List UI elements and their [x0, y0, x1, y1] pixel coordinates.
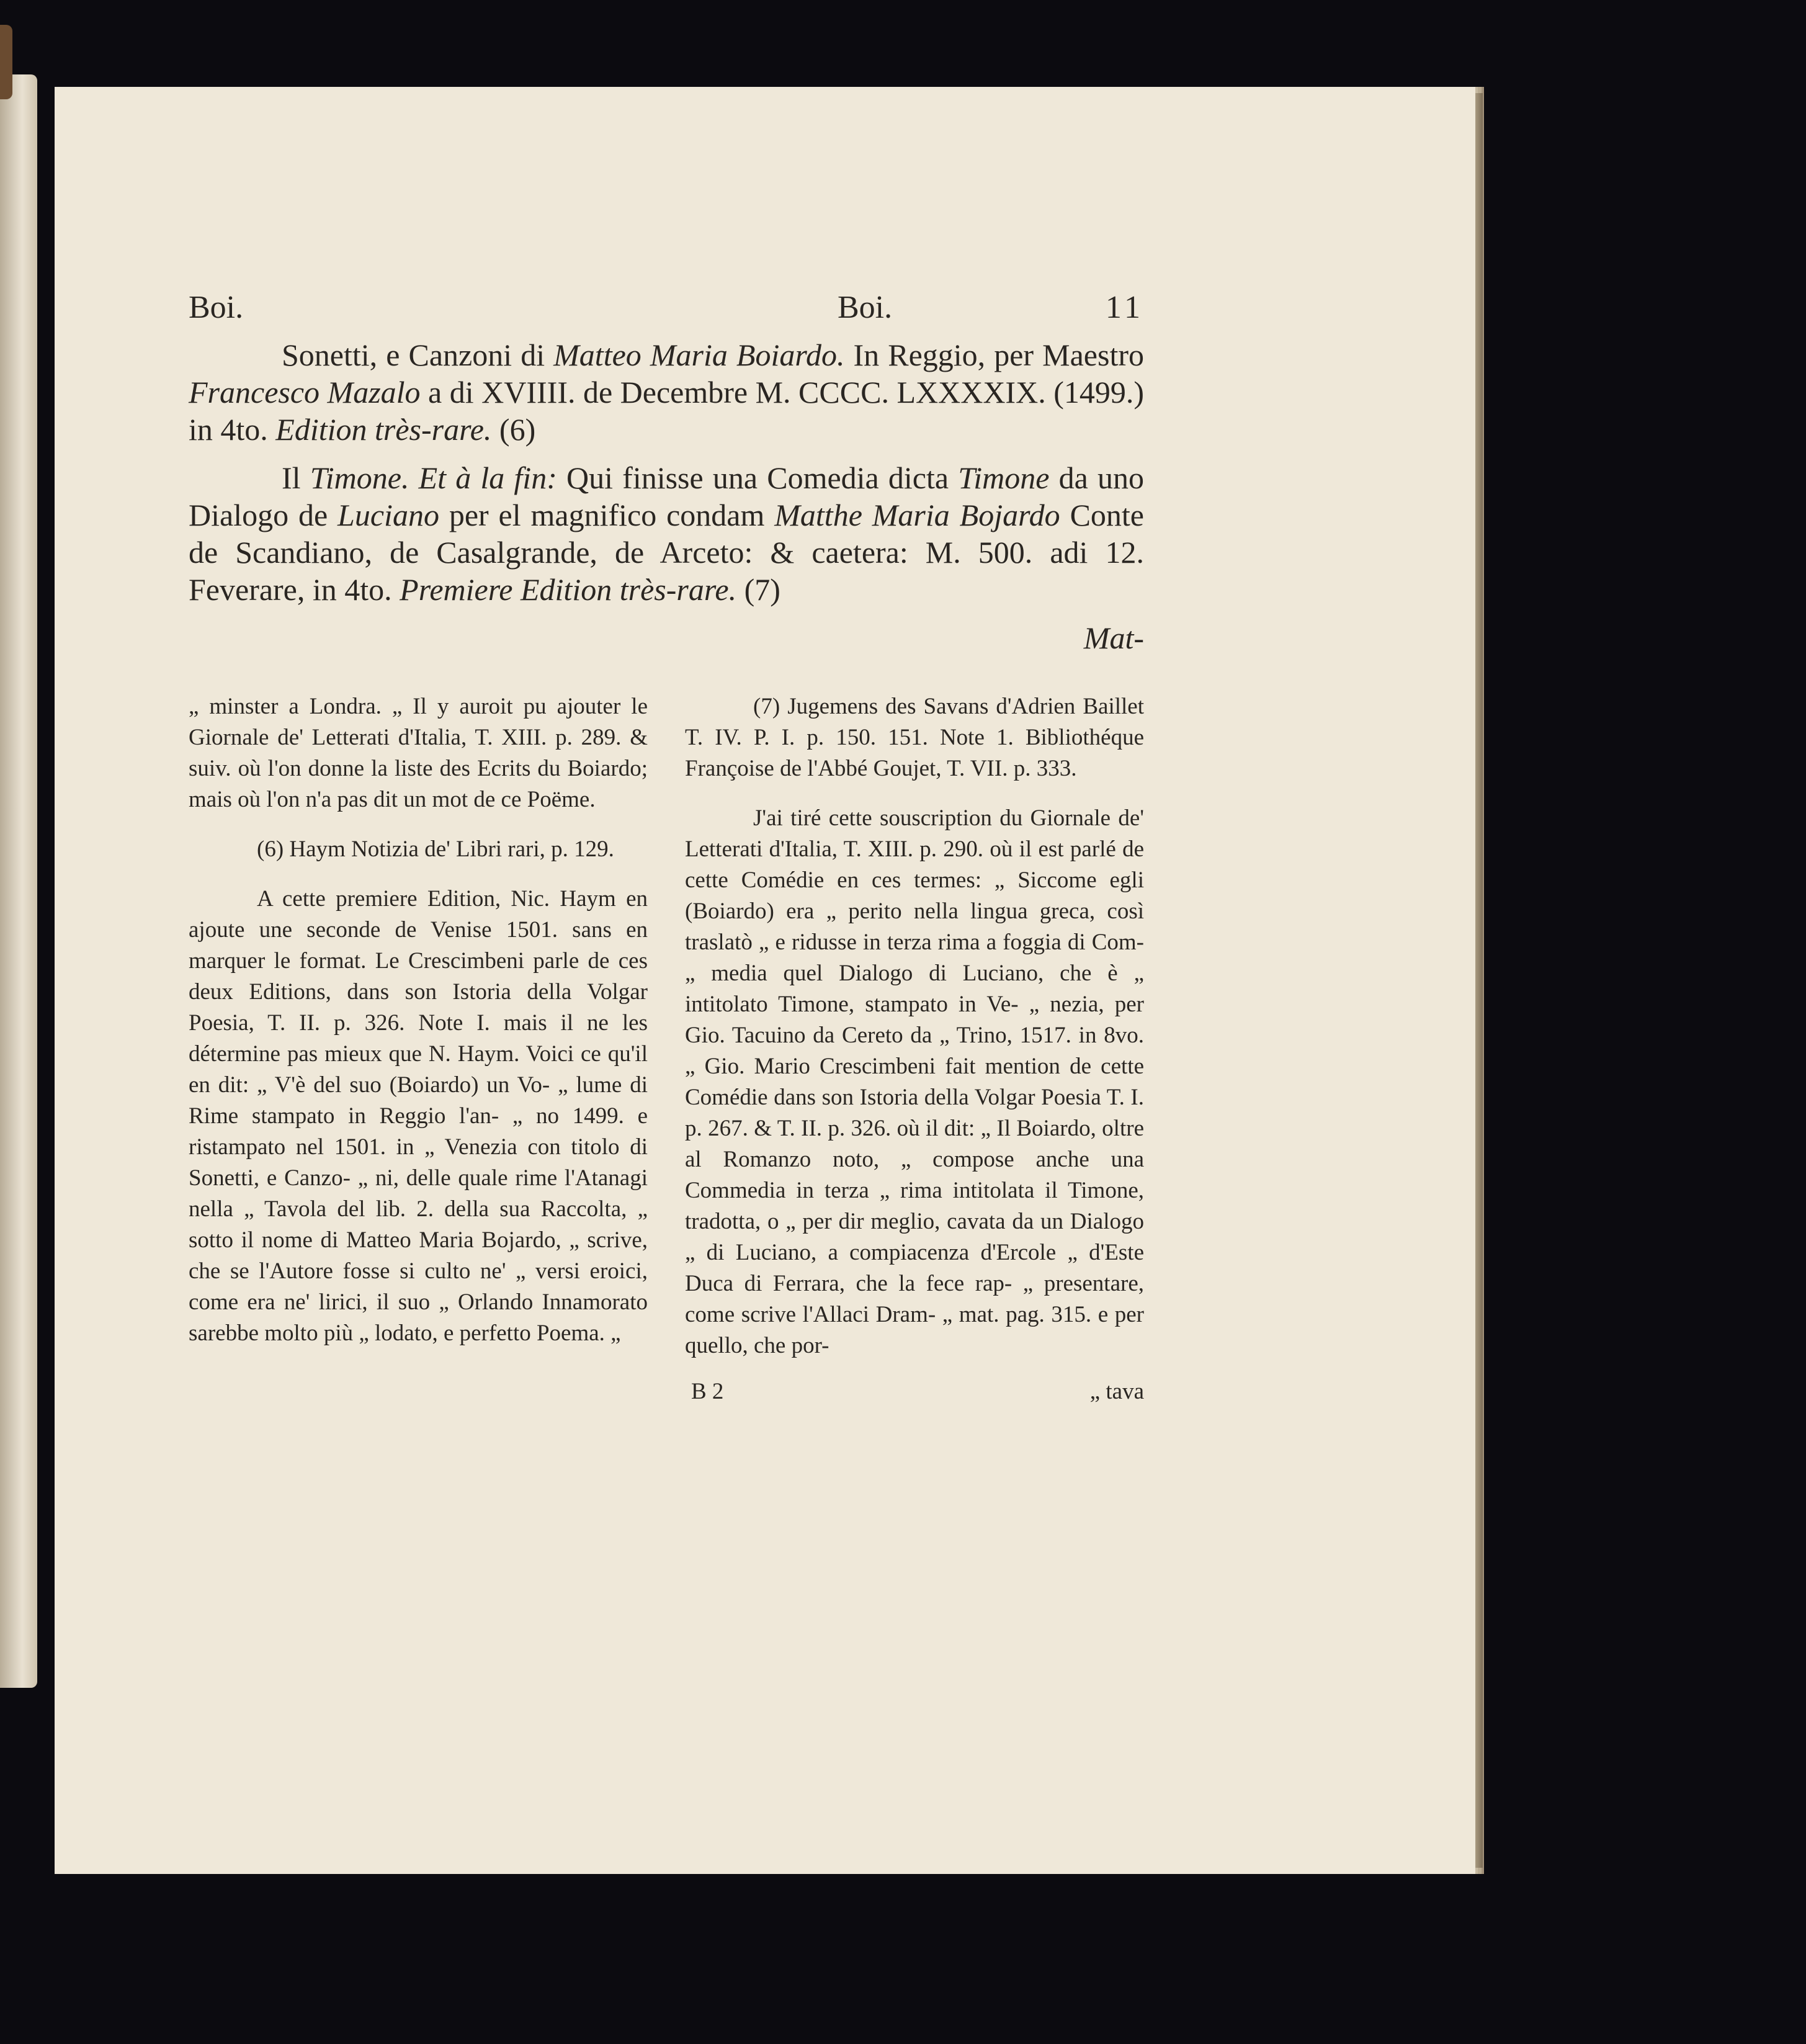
note-6: (6) Haym Notizia de' Libri rari, p. 129. [257, 836, 614, 862]
binding-edge [0, 25, 12, 99]
header-center: Boi. [838, 290, 893, 325]
note-7-commentary: J'ai tiré cette souscription du Giornale de' Letterati d'Italia, T. XIII. p. 290. où il est parlé de cette Comédie en ces termes: „ Siccome egli (Boiardo) era „ perito nella lingua greca, così traslatò „ e ridusse in terza rima a foggia di Com- „ media quel Dialogo di Luciano, che è „ intitolato Timone, stampato in Ve- „ nezia, per Gio. Tacuino da Cereto da „ Trino, 1517. in 8vo. „ Gio. Mario Crescimbeni fait mention de cette Comédie dans son Istoria della Volgar Poesia T. I. p. 267. & T. II. p. 326. où il dit: „ Il Boiardo, oltre al Romanzo noto, „ compose anche una Commedia in terza „ rima intitolata il Timone, tradotta, o „ per dir meglio, cavata da un Dialogo „ di Luciano, a compiacenza d'Ercole „ d'Este Duca di Ferrara, che la fece rap- „ presentare, come scrive l'Allaci Dram- „ mat. pag. 315. e per quello, che por- [685, 805, 1144, 1358]
note-left-continuation: „ minster a Londra. „ Il y auroit pu ajouter le Giornale de' Letterati d'Italia, T. XIII. p. 289. & suiv. où l'on donne la liste des Ecrits du Boiardo; mais où l'on n'a pas dit un mot de ce Poëme. [189, 694, 648, 812]
left-column [189, 691, 648, 1380]
entry-sonetti: Sonetti, e Canzoni di Matteo Maria Boiardo. In Reggio, per Maestro Francesco Mazalo a di XVIIII. de Decembre M. CCCC. LXXXXIX. (1499.) in 4to. Edition très-rare. (6) [189, 338, 1144, 447]
header-left: Boi. [189, 290, 244, 325]
entry-timone: Il Timone. Et à la fin: Qui finisse una Comedia dicta Timone da uno Dialogo de Luciano per el magnifico condam Matthe Maria Bojardo Conte de Scandiano, de Casalgrande, de Arceto: & caetera: M. 500. adi 12. Feverare, in 4to. Premiere Edition très-rare. (7) [189, 460, 1144, 607]
signature-mark: B 2 [691, 1379, 724, 1404]
left-page-edge [0, 74, 37, 1688]
note-7: (7) Jugemens des Savans d'Adrien Baillet T. IV. P. I. p. 150. 151. Note 1. Bibliothéque Françoise de l'Abbé Goujet, T. VII. p. 333. [685, 694, 1144, 781]
page-stack-edge [1475, 93, 1483, 1868]
catchword-main: Mat- [1083, 621, 1144, 655]
catchword-notes: „ tava [1089, 1379, 1144, 1404]
running-header [189, 289, 1144, 336]
note-6-commentary: A cette premiere Edition, Nic. Haym en ajoute une seconde de Venise 1501. sans en marquer le format. Le Crescimbeni parle de ces deux Editions, dans son Istoria della Volgar Poesia, T. II. p. 326. Note I. mais il ne les détermine pas mieux que N. Haym. Voici ce qu'il en dit: „ V'è del suo (Boiardo) un Vo- „ lume di Rime stampato in Reggio l'an- „ no 1499. e ristampato nel 1501. in „ Venezia con titolo di Sonetti, e Canzo- „ ni, delle quale rime l'Atanagi nella „ Tavola del lib. 2. della sua Raccolta, „ sotto il nome di Matteo Maria Bojardo, „ scrive, che se l'Autore fosse si culto ne' „ versi eroici, come era ne' lirici, il suo „ Orlando Innamorato sarebbe molto più „ lodato, e perfetto Poema. „ [189, 886, 648, 1346]
text-block [189, 289, 1144, 1407]
page-foot [189, 1376, 1144, 1407]
footnote-columns [189, 691, 1144, 1380]
right-column [685, 691, 1144, 1380]
page-number: 11 [1105, 290, 1144, 325]
